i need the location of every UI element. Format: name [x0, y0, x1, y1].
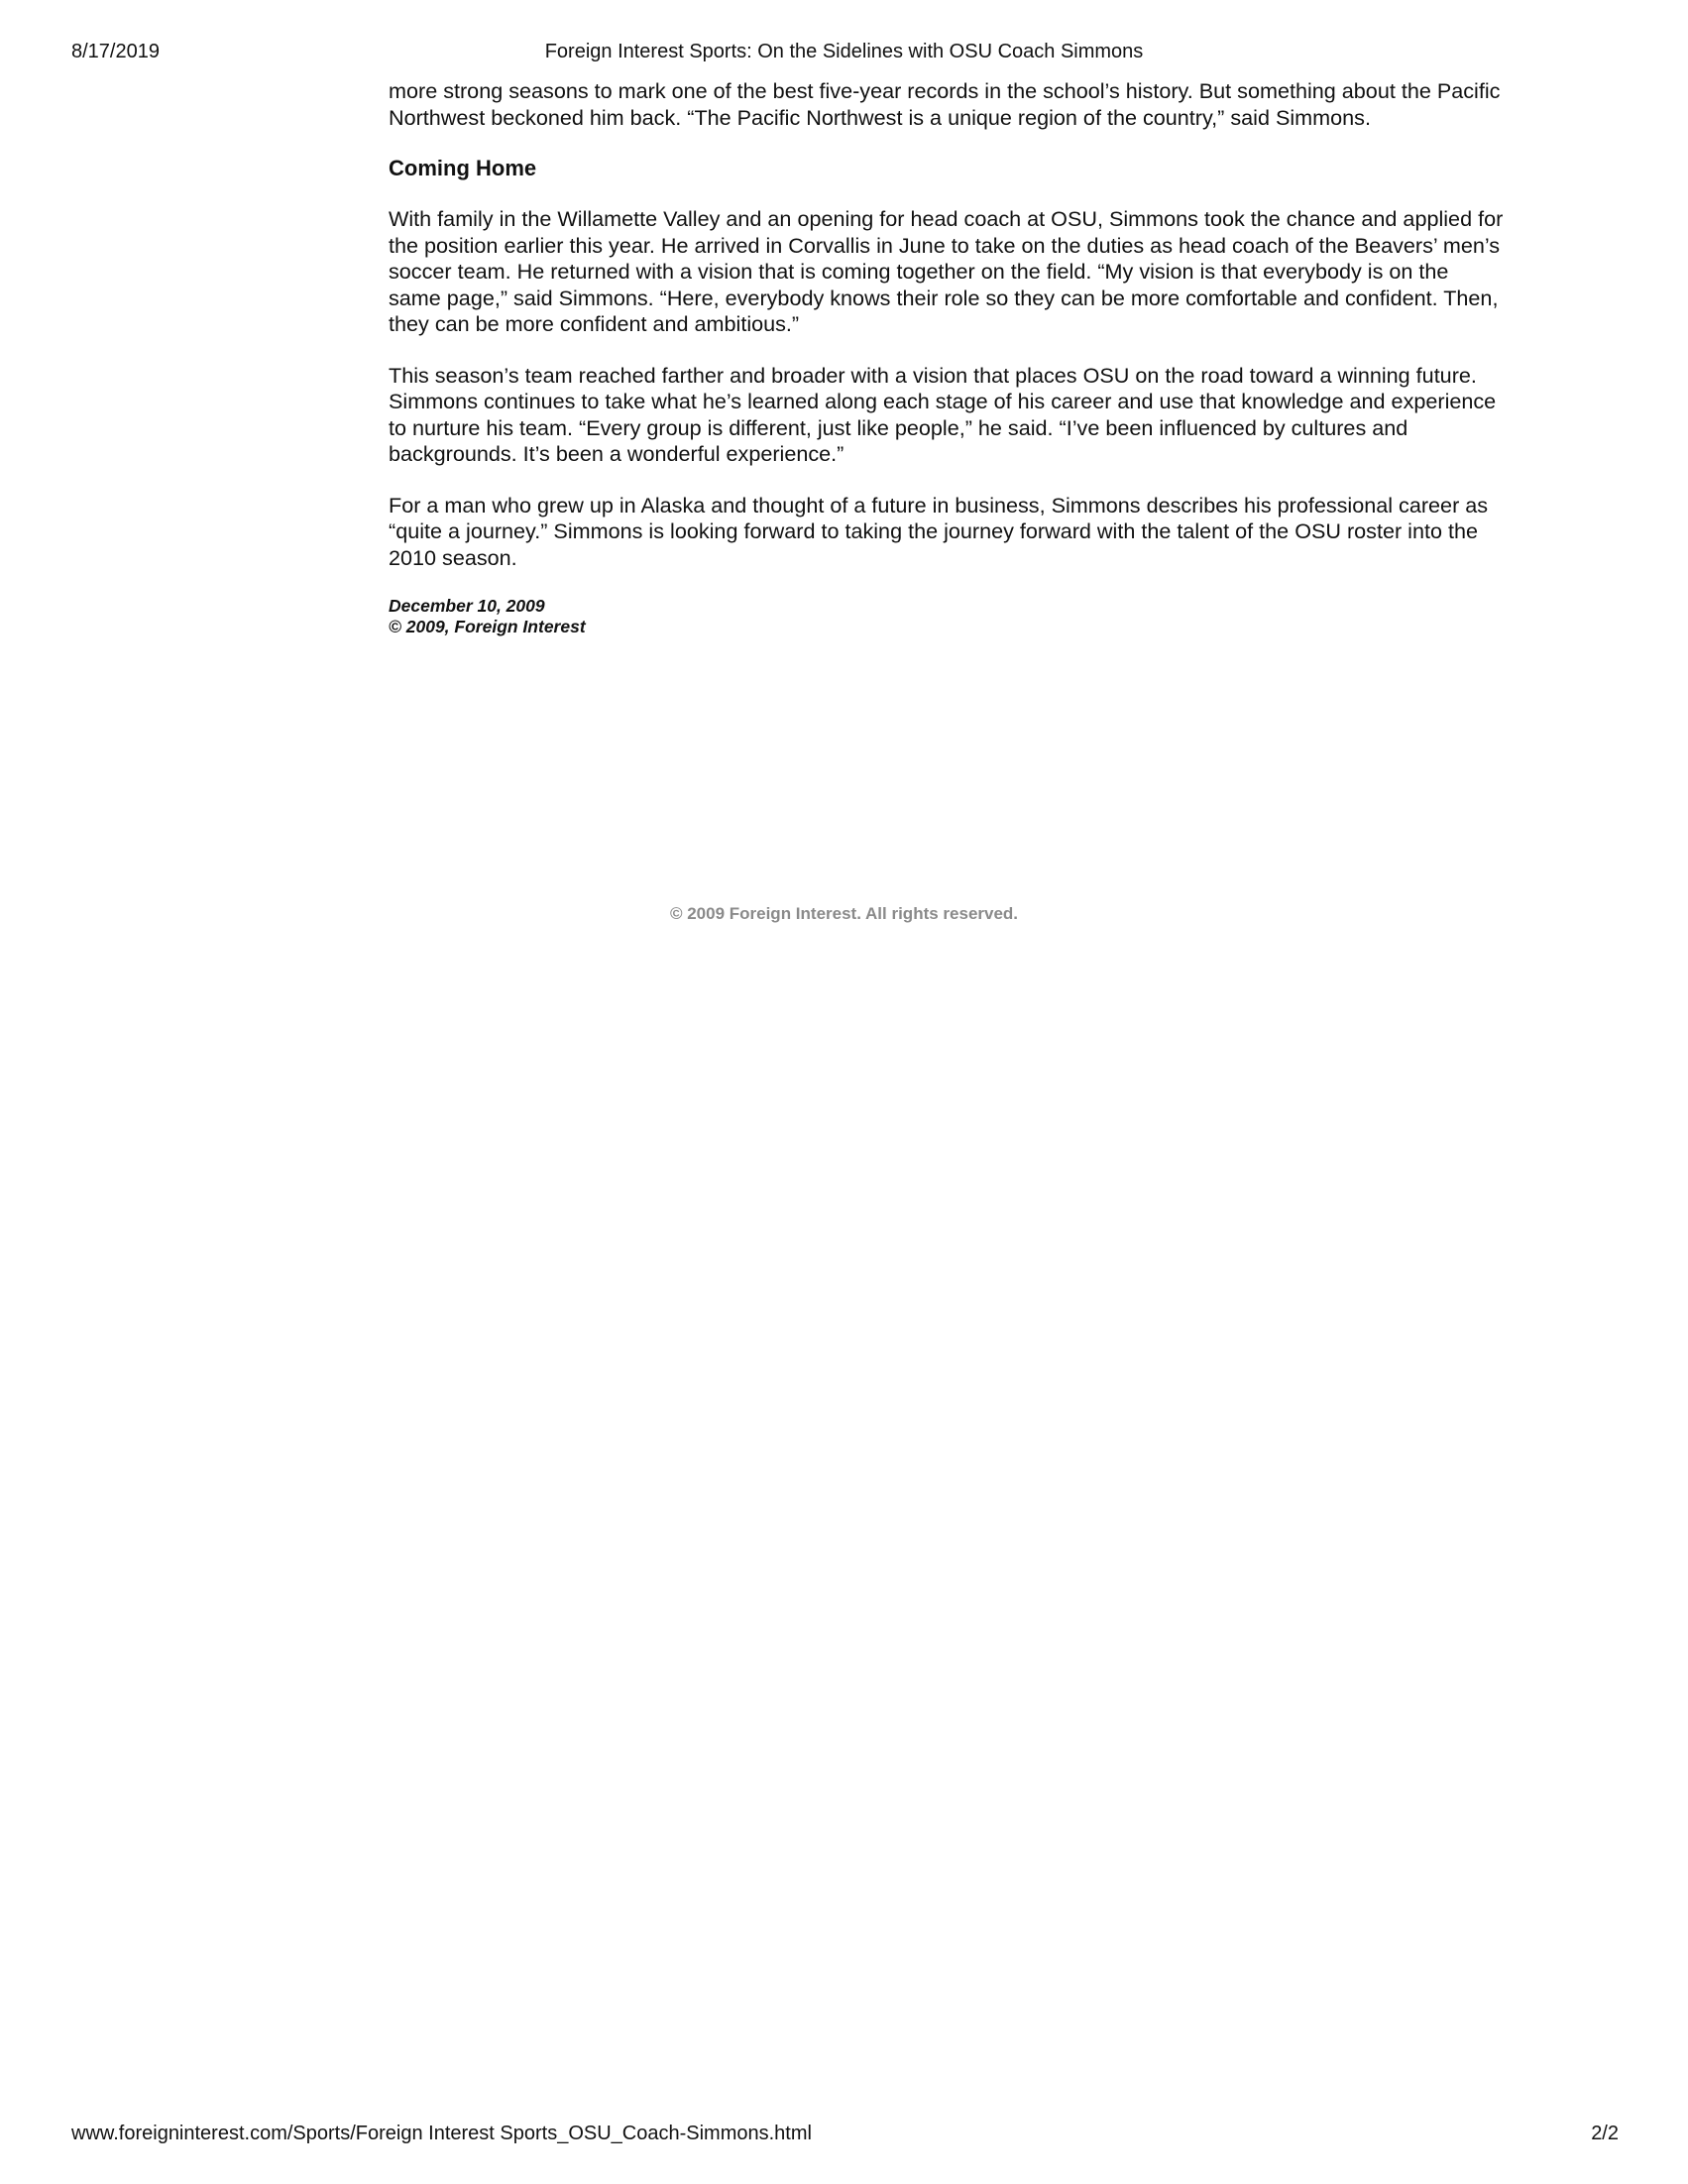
article-paragraph: more strong seasons to mark one of the best five-year records in the school’s history. But something about the Pacific Northwest beckoned him back. “The Pacific Northwest is a unique region of the country,” said Simmons.	[389, 78, 1501, 130]
print-footer-url: www.foreigninterest.com/Sports/Foreign Interest Sports_OSU_Coach-Simmons.html	[71, 2123, 812, 2144]
article-paragraph: This season’s team reached farther and broader with a vision that places OSU on the road toward a winning future. Simmons continues to take what he’s learned along each stage of his career and use that knowledge and experience to nurture his team. “Every group is different, just like people,” he said. “I’ve been influenced by cultures and backgrounds. It’s been a wonderful experience.”	[389, 362, 1497, 466]
article-body	[389, 78, 1504, 637]
article-copyright: © 2009, Foreign Interest	[389, 617, 586, 636]
article-paragraph: With family in the Willamette Valley and an opening for head coach at OSU, Simmons took the chance and applied for the position earlier this year. He arrived in Corvallis in June to take on the duties as head coach of the Beavers’ men’s soccer team. He returned with a vision that is coming together on the field. “My vision is that everybody is on the same page,” said Simmons. “Here, everybody knows their role so they can be more comfortable and confident. Then, they can be more confident and ambitious.”	[389, 206, 1504, 336]
article-date: December 10, 2009	[389, 596, 545, 616]
print-page-title: Foreign Interest Sports: On the Sidelines with OSU Coach Simmons	[544, 41, 1144, 62]
article-meta	[389, 596, 1504, 637]
print-date: 8/17/2019	[71, 41, 160, 62]
site-footer-copyright: © 2009 Foreign Interest. All rights reserved.	[669, 904, 1019, 923]
article-paragraph: For a man who grew up in Alaska and thought of a future in business, Simmons describes his professional career as “quite a journey.” Simmons is looking forward to taking the journey forward with the talent of the OSU roster into the 2010 season.	[389, 492, 1489, 570]
print-page-number: 2/2	[1591, 2123, 1619, 2144]
section-heading: Coming Home	[389, 156, 537, 180]
